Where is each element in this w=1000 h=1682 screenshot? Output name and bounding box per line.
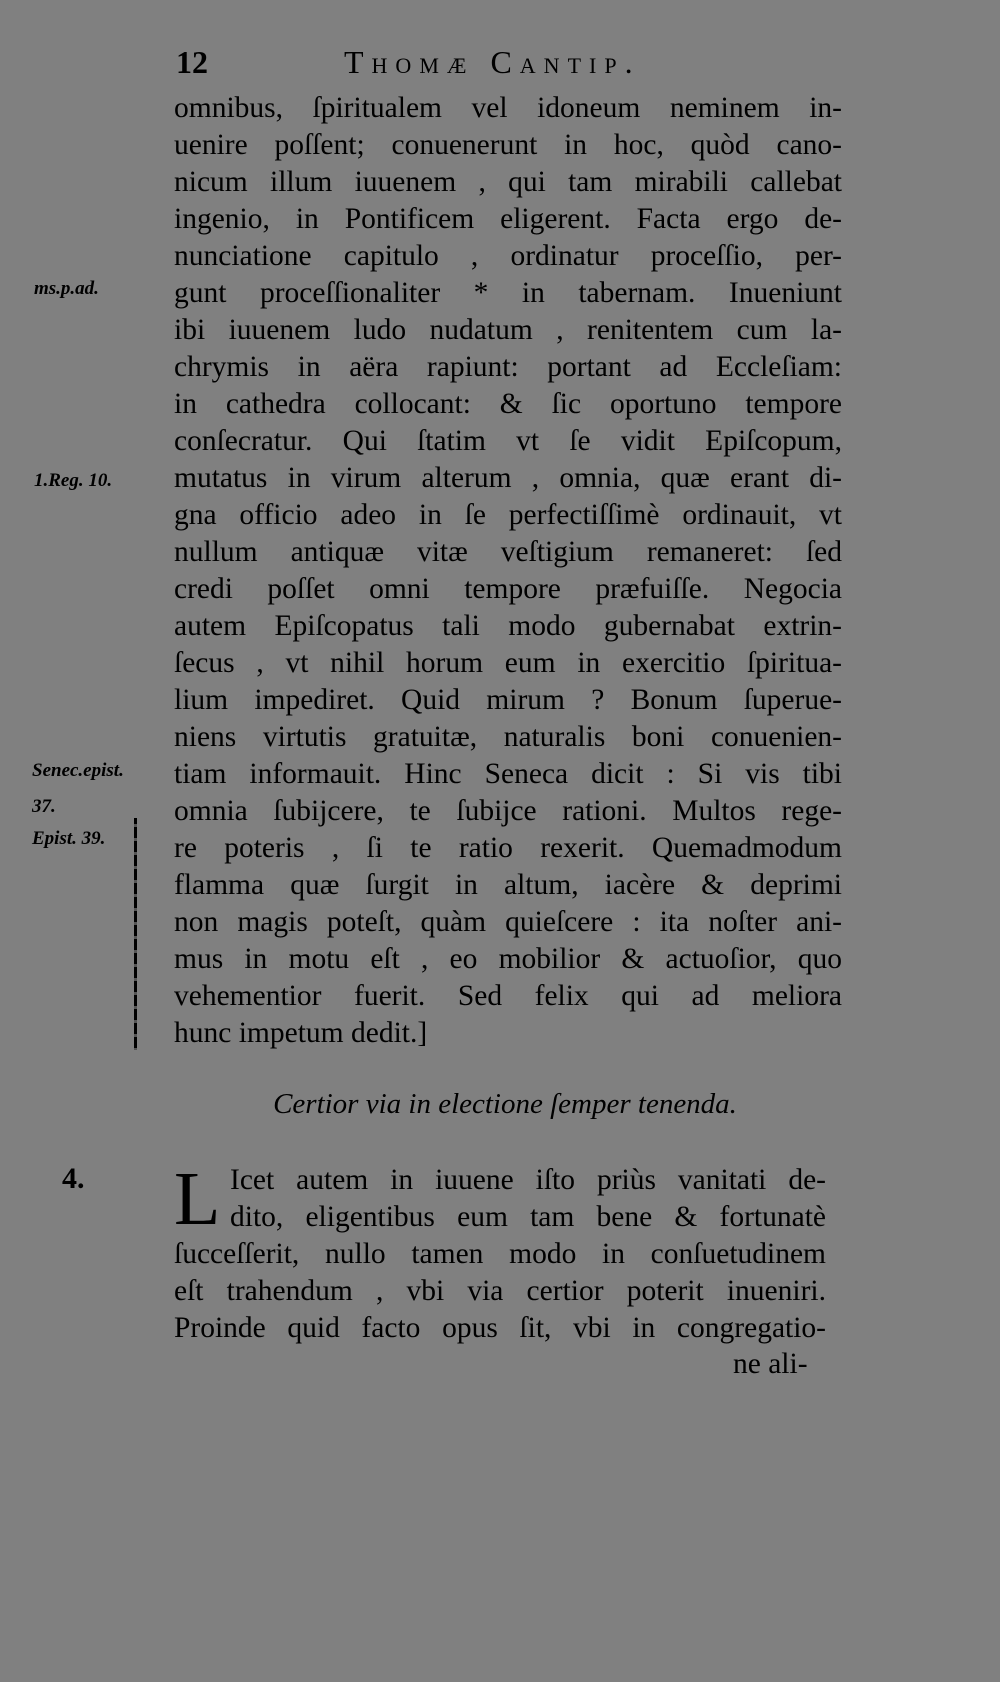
marginal-note-epist: Epist. 39. bbox=[32, 828, 106, 849]
main-paragraph bbox=[174, 90, 842, 1052]
text-line: hunc impetum dedit.] bbox=[174, 1017, 428, 1049]
marginal-note-senec: Senec.epist. bbox=[32, 760, 124, 781]
text-line: Icet autem in iuuene iſto priùs vanitati de- bbox=[230, 1164, 826, 1196]
text-line: ſecus , vt nihil horum eum in exercitio ſpiritua- bbox=[174, 647, 842, 679]
section-number: 4. bbox=[62, 1162, 85, 1195]
text-line: vehementior fuerit. Sed felix qui ad meliora bbox=[174, 980, 842, 1012]
text-line: omnibus, ſpiritualem vel idoneum neminem in- bbox=[174, 92, 842, 124]
text-line: credi poſſet omni tempore præfuiſſe. Negocia bbox=[174, 573, 842, 605]
marginal-note-reg: 1.Reg. 10. bbox=[34, 470, 113, 491]
text-line: niens virtutis gratuitæ, naturalis boni conuenien- bbox=[174, 721, 842, 753]
marginal-note-ms: ms.p.ad. bbox=[34, 278, 99, 299]
text-line: omnia ſubijcere, te ſubijce rationi. Multos rege- bbox=[174, 795, 842, 827]
text-line: flamma quæ ſurgit in altum, iacère & deprimi bbox=[174, 869, 842, 901]
section-heading: Certior via in electione ſemper tenenda. bbox=[273, 1088, 737, 1120]
running-title: Thomæ Cantip. bbox=[344, 44, 641, 80]
text-line: gunt proceſſionaliter * in tabernam. Inueniunt bbox=[174, 277, 842, 309]
text-line: gna officio adeo in ſe perfectiſſimè ordinauit, vt bbox=[174, 499, 842, 531]
text-line: autem Epiſcopatus tali modo gubernabat extrin- bbox=[174, 610, 842, 642]
text-line: lium impediret. Quid mirum ? Bonum ſuperue- bbox=[174, 684, 842, 716]
text-line: eſt trahendum , vbi via certior poterit inueniri. bbox=[174, 1275, 826, 1307]
text-line: ſucceſſerit, nullo tamen modo in conſuetudinem bbox=[174, 1238, 826, 1270]
text-line: re poteris , ſi te ratio rexerit. Quemadmodum bbox=[174, 832, 842, 864]
marginal-note-37: 37. bbox=[32, 796, 56, 817]
catchword: ne ali- bbox=[733, 1348, 808, 1380]
text-line: ibi iuuenem ludo nudatum , renitentem cum la- bbox=[174, 314, 842, 346]
text-line: ingenio, in Pontificem eligerent. Facta ergo de- bbox=[174, 203, 842, 235]
text-line: non magis poteſt, quàm quieſcere : ita noſter ani- bbox=[174, 906, 842, 938]
text-line: uenire poſſent; conuenerunt in hoc, quòd cano- bbox=[174, 129, 842, 161]
text-line: Proinde quid facto opus ſit, vbi in congregatio- bbox=[174, 1312, 826, 1344]
text-line: tiam informauit. Hinc Seneca dicit : Si vis tibi bbox=[174, 758, 842, 790]
drop-cap: L bbox=[174, 1157, 221, 1241]
text-line: dito, eligentibus eum tam bene & fortunatè bbox=[230, 1201, 826, 1233]
text-line: mus in motu eſt , eo mobilior & actuoſior, quo bbox=[174, 943, 842, 975]
text-line: nullum antiquæ vitæ veſtigium remaneret: ſed bbox=[174, 536, 842, 568]
section-paragraph bbox=[174, 1157, 826, 1347]
page-number: 12 bbox=[176, 44, 208, 80]
text-line: nunciatione capitulo , ordinatur proceſſio, per- bbox=[174, 240, 842, 272]
page-header bbox=[176, 44, 776, 88]
text-line: mutatus in virum alterum , omnia, quæ erant di- bbox=[174, 462, 842, 494]
text-line: nicum illum iuuenem , qui tam mirabili callebat bbox=[174, 166, 842, 198]
text-line: chrymis in aëra rapiunt: portant ad Eccleſiam: bbox=[174, 351, 842, 383]
text-line: conſecratur. Qui ſtatim vt ſe vidit Epiſcopum, bbox=[174, 425, 842, 457]
text-line: in cathedra collocant: & ſic oportuno tempore bbox=[174, 388, 842, 420]
marginal-quote-rule bbox=[134, 818, 137, 1050]
